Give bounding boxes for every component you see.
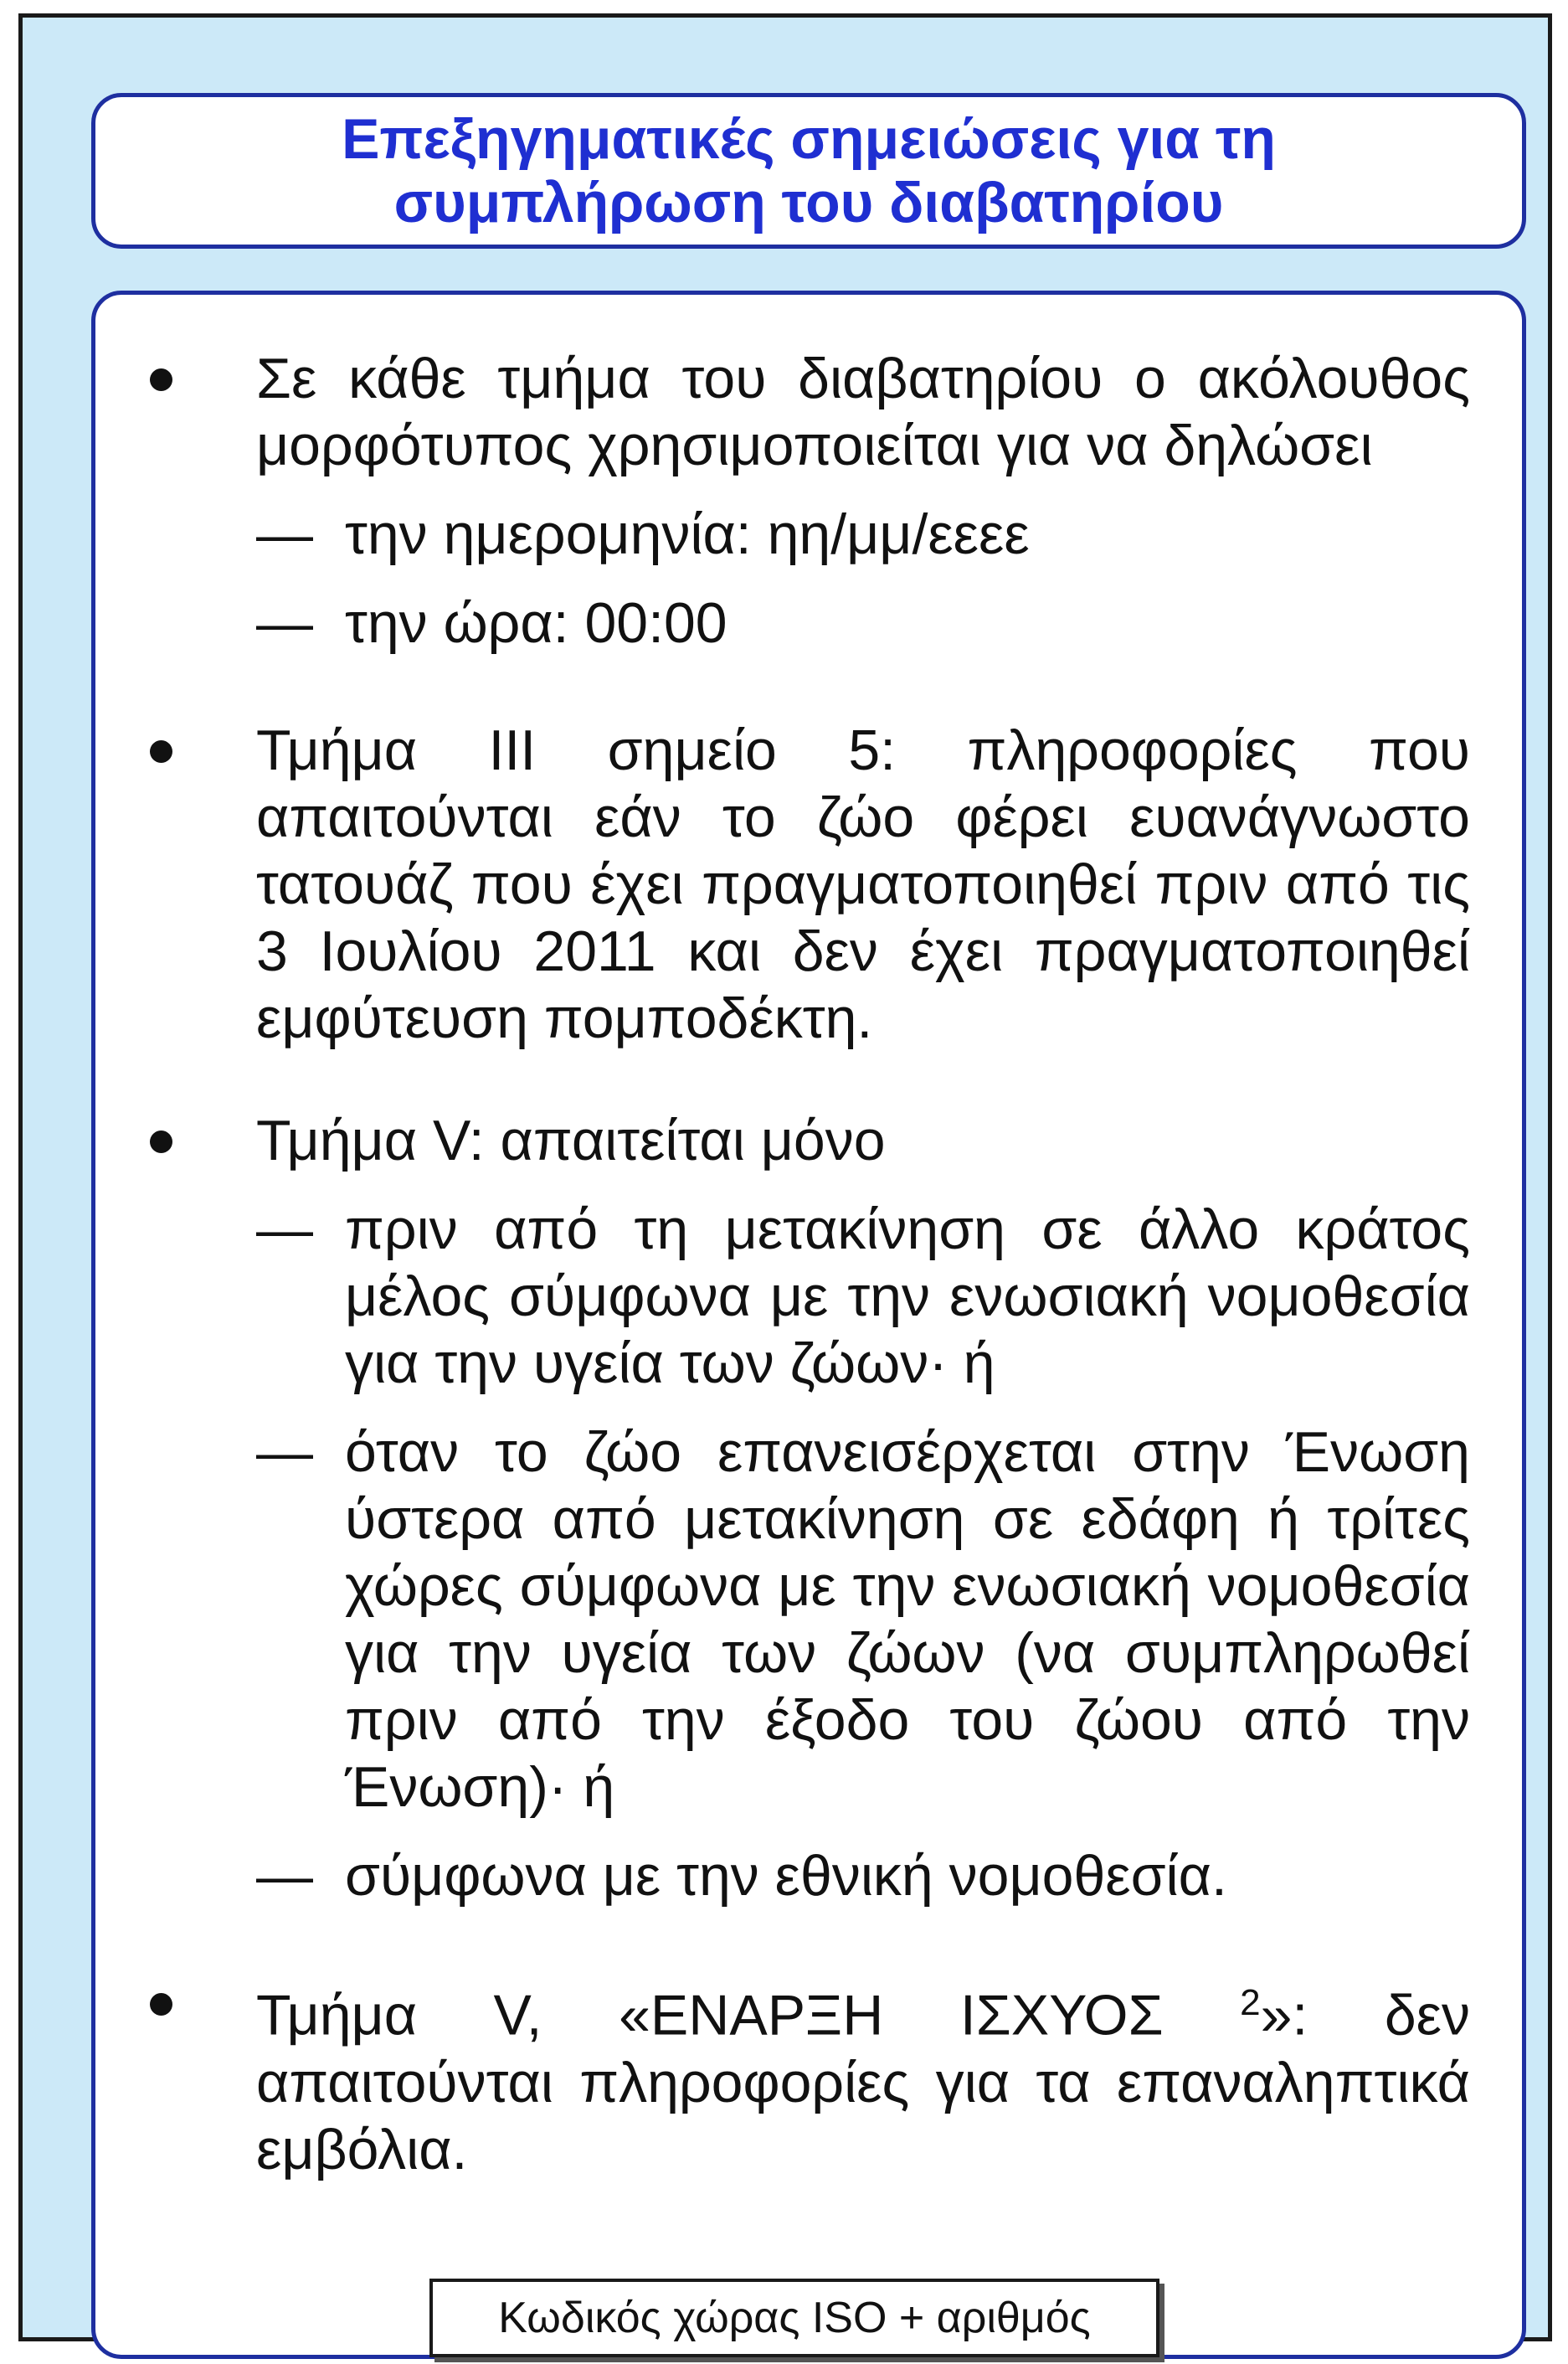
sub-item xyxy=(256,1842,1470,1909)
title-line-1: Επεξηγηματικές σημειώσεις για τη xyxy=(342,107,1276,171)
dash-icon: — xyxy=(256,591,313,655)
bullet-icon xyxy=(150,368,172,391)
notes-content xyxy=(256,345,1470,2183)
sub-item xyxy=(256,590,1470,657)
note-text: Τμήμα III σημείο 5: πληροφορίες που απαιτούνται εάν το ζώο φέρει ευανάγνωστο τατουάζ που έχει πραγματοποιηθεί πριν από τις 3 Ιουλίου 2011 και δεν έχει πραγματοποιηθεί εμφύτευση πομποδέκτη. xyxy=(256,718,1470,1050)
dash-icon: — xyxy=(256,1420,313,1484)
note-text xyxy=(256,1970,1470,2183)
title-box xyxy=(91,93,1526,249)
note-text: Τμήμα V: απαιτείται μόνο xyxy=(256,1109,886,1172)
notes-box xyxy=(91,291,1526,2359)
note-text: Σε κάθε τμήμα του διαβατηρίου ο ακόλουθος μορφότυπος χρησιμοποιείται για να δηλώσει xyxy=(256,347,1470,477)
passport-page xyxy=(18,13,1552,2341)
dash-icon: — xyxy=(256,502,313,566)
sub-item-text: σύμφωνα με την εθνική νομοθεσία. xyxy=(345,1844,1227,1908)
bullet-icon xyxy=(150,740,172,763)
note-item-1 xyxy=(256,345,1470,657)
footer-label-box xyxy=(429,2279,1159,2357)
footnote-marker: 2 xyxy=(1240,1982,1261,2023)
sub-item-text: την ώρα: 00:00 xyxy=(345,591,727,655)
page-title xyxy=(308,107,1309,234)
footer-label: Κωδικός χώρας ISO + αριθμός xyxy=(498,2294,1091,2342)
dash-icon: — xyxy=(256,1197,313,1261)
note-item-4 xyxy=(256,1970,1470,2183)
note-text-before: Τμήμα V, «ΕΝΑΡΞΗ ΙΣΧΥΟΣ xyxy=(256,1983,1241,2047)
sub-item-text: όταν το ζώο επανεισέρχεται στην Ένωση ύστερα από μετακίνηση σε εδάφη ή τρίτες χώρες σύμφωνα με την ενωσιακή νομοθεσία για την υγεία των ζώων (να συμπληρωθεί πριν από την έξοδο του ζώου από την Ένωση)· ή xyxy=(345,1420,1470,1819)
sub-item-text: πριν από τη μετακίνηση σε άλλο κράτος μέλος σύμφωνα με την ενωσιακή νομοθεσία για την υγεία των ζώων· ή xyxy=(345,1197,1470,1395)
sub-item xyxy=(256,501,1470,568)
bullet-icon xyxy=(150,1993,172,2016)
sub-item xyxy=(256,1196,1470,1397)
note-item-2 xyxy=(256,717,1470,1052)
dash-icon: — xyxy=(256,1844,313,1908)
sub-item xyxy=(256,1419,1470,1821)
sub-item-text: την ημερομηνία: ηη/μμ/εεεε xyxy=(345,502,1030,566)
note-text-after: »: δεν απαιτούνται πληροφορίες για τα επαναληπτικά εμβόλια. xyxy=(256,1983,1470,2181)
title-line-2: συμπλήρωση του διαβατηρίου xyxy=(393,171,1224,234)
bullet-icon xyxy=(150,1130,172,1153)
note-item-3 xyxy=(256,1107,1470,1909)
